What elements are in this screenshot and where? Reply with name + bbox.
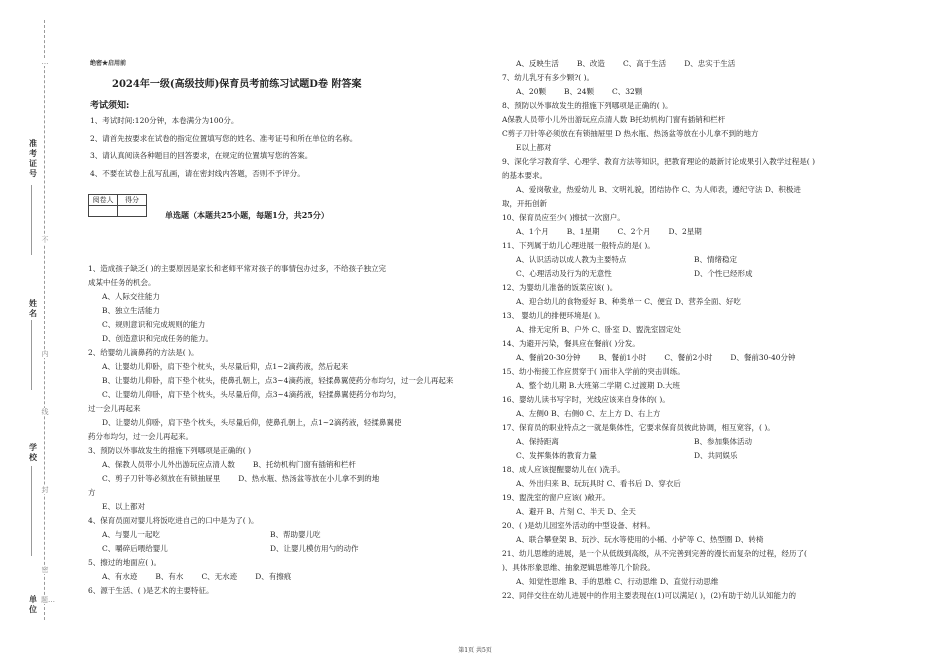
question-16: 16、婴幼儿读书写字时，光线应该来自身体的( )。 — [502, 395, 670, 404]
seal-char-feng: 封 — [41, 486, 49, 494]
option-cont: 取，开拓创新 — [502, 199, 547, 208]
score-blank[interactable] — [118, 206, 147, 217]
school-blank — [31, 466, 32, 556]
option: A、与婴儿一起吃 — [102, 530, 160, 539]
option-row: A、爱岗敬业，热爱幼儿 B、文明礼貌，团结协作 C、为人师表，遵纪守法 D、积极进 — [516, 185, 801, 194]
option: C、餐前2小时 — [664, 353, 713, 362]
option: C、嚼碎后喂给婴儿 — [102, 544, 168, 553]
option: A、餐前20-30分钟 — [516, 353, 581, 362]
question-13: 13、 婴幼儿的排便环境是( )。 — [502, 311, 605, 320]
option: A、认识活动以成人教为主要特点 — [516, 255, 627, 264]
question-1-cont: 成某中任务的机会。 — [88, 278, 156, 287]
option-row: A、联合攀登架 B、玩沙、玩水等使用的小桶、小铲等 C、热型圈 D、转椅 — [516, 535, 764, 544]
seal-char-xian: 线 — [41, 408, 49, 416]
secret-mark: 绝密★启用前 — [90, 60, 127, 67]
school-label: 学校 — [29, 442, 37, 462]
score-cell: 得分 — [118, 195, 147, 206]
question-14: 14、为避开污染，餐具应在餐前( )分发。 — [502, 339, 640, 348]
question-20: 20、( )是幼儿园室外活动的中型设备、材料。 — [502, 521, 655, 530]
section-title: 单选题（本题共25小题，每题1分，共25分） — [165, 210, 329, 220]
question-2: 2、给婴幼儿滴鼻药的方法是( )。 — [88, 348, 199, 357]
option-row — [502, 351, 912, 365]
option: A、有水迹 — [102, 572, 138, 581]
option: B、参加集体活动 — [694, 437, 753, 446]
option: A、人际交往能力 — [102, 292, 160, 301]
seal-line — [44, 20, 45, 620]
option: D、热水瓶、热汤盆等放在小儿拿不到的地 — [238, 474, 380, 483]
unit-label: 单位 — [29, 594, 37, 614]
option: B、1星期 — [566, 227, 600, 236]
option-row: C剪子刀针等必须放在有锁抽屉里 D 热水瓶、热汤盆等放在小儿拿不到的地方 — [502, 129, 759, 138]
option: D、创造意识和完成任务的能力。 — [102, 334, 214, 343]
page-number: 第1页 共5页 — [458, 647, 492, 654]
question-8: 8、预防以外事故发生的措施下列哪项是正确的( )。 — [502, 101, 673, 110]
left-question-column — [88, 262, 486, 598]
option-row — [502, 225, 912, 239]
option-row — [88, 542, 486, 556]
option-cont: 药分布均匀，过一会儿再起来。 — [88, 432, 193, 441]
option: B、情绪稳定 — [694, 255, 738, 264]
notice-heading: 考试须知: — [90, 101, 130, 111]
option-row: A、避开 B、片刻 C、半天 D、全天 — [516, 507, 636, 516]
question-6: 6、源于生活、( )是艺术的主要特征。 — [88, 586, 214, 595]
option: D、个性已经形成 — [694, 269, 753, 278]
option: D、共同娱乐 — [694, 451, 738, 460]
question-9-cont: 的基本要求。 — [502, 171, 547, 180]
question-1: 1、造成孩子缺乏( )的主要原因是家长和老师平常对孩子的事情包办过多，不给孩子独立完 — [88, 264, 387, 273]
option-row: A、整个幼儿期 B.大班第二学期 C.过渡期 D.大班 — [516, 381, 680, 390]
option: E、以上都对 — [102, 502, 145, 511]
option-cont: 方 — [88, 488, 96, 497]
question-21-cont: )、具体形象思维、抽象逻辑思维等几个阶段。 — [502, 563, 655, 572]
option: D、忠实于生活 — [684, 59, 736, 68]
option: E以上都对 — [516, 143, 552, 152]
option: B、托幼机构门窗有插销和栏杆 — [252, 460, 356, 469]
option-row — [502, 85, 912, 99]
exam-header — [90, 60, 490, 186]
seal-mark-bottom: 题… — [41, 596, 55, 604]
notice-item: 3、请认真阅读各种题目的回答要求，在规定的位置填写您的答案。 — [90, 151, 313, 160]
option-row — [502, 435, 912, 449]
question-22: 22、同伴交往在幼儿进展中的作用主要表现在(1)可以满足( )，(2)有助于幼儿认知能力的 — [502, 591, 797, 600]
question-3: 3、预防以外事故发生的措施下列哪项是正确的( ) — [88, 446, 252, 455]
option-row: A、左侧0 B、右侧0 C、左上方 D、右上方 — [516, 409, 661, 418]
question-15: 15、幼小衔接工作应贯穿于( )而非入学前的突击训练。 — [502, 367, 685, 376]
option: C、发挥集体的教育力量 — [516, 451, 597, 460]
exam-title: 2024年一级(高级技师)保育员考前练习试题D卷 附答案 — [112, 79, 362, 90]
question-11: 11、下列属于幼儿心理进展一般特点的是( )。 — [502, 241, 655, 250]
notice-item: 1、考试时间:120分钟，本卷满分为100分。 — [90, 116, 239, 125]
option: A、保持距离 — [516, 437, 559, 446]
notice-item: 4、不要在试卷上乱写乱画，请在密封线内答题，否则不予评分。 — [90, 168, 305, 178]
option: D、让婴幼儿仰卧，肩下垫个枕头，头尽量后仰，使鼻孔朝上，点1~2滴药液，轻揉鼻翼使 — [102, 418, 402, 427]
option: A、反映生活 — [516, 59, 559, 68]
seal-char-bu: 不 — [41, 236, 49, 244]
reviewer-cell: 阅卷人 — [89, 195, 118, 206]
question-18: 18、成人应该提醒婴幼儿在( )洗手。 — [502, 465, 625, 474]
option-row: A、排无定所 B、户外 C、卧室 D、盥洗室固定处 — [516, 325, 681, 334]
option-row — [88, 458, 486, 472]
option: B、让婴幼儿仰卧，肩下垫个枕头，使鼻孔朝上，点3~4滴药液，轻揉鼻翼使药分布均匀，过一会儿再起来 — [102, 376, 454, 385]
seal-char-nei: 内 — [41, 350, 49, 358]
option-row — [88, 472, 486, 486]
score-table — [88, 194, 147, 217]
right-question-column — [502, 57, 912, 603]
option: C、规则意识和完成规则的能力 — [102, 320, 206, 329]
name-label: 姓名 — [29, 298, 37, 318]
option-row — [502, 57, 912, 71]
option-row: A、迎合幼儿的食物爱好 B、种类单一 C、便宜 D、营养全面、好吃 — [516, 297, 741, 306]
question-5: 5、擦过的地面应( )。 — [88, 558, 162, 567]
question-9: 9、深化学习教育学、心理学、教育方法等知识，把教育理论的最新讨论成果引入教学过程是( ) — [502, 157, 816, 166]
option: A、让婴幼儿仰卧，肩下垫个枕头，头尽量后仰，点1~2滴药液，然后起来 — [102, 362, 349, 371]
option: D、2星期 — [668, 227, 702, 236]
option: C、高于生活 — [622, 59, 667, 68]
option: A、20颗 — [516, 87, 546, 96]
option: A、1个月 — [516, 227, 549, 236]
option: B、有水 — [155, 572, 184, 581]
option: A、保教人员带小儿外出游玩应点清人数 — [102, 460, 235, 469]
option: B、24颗 — [563, 87, 595, 96]
option: C、32颗 — [612, 87, 643, 96]
notice-list — [90, 116, 490, 179]
option: B、独立生活能力 — [102, 306, 161, 315]
question-12: 12、为婴幼儿准备的饭菜应该( )。 — [502, 283, 618, 292]
seal-mark-top: … — [41, 58, 49, 66]
option: C、无水迹 — [201, 572, 238, 581]
option-row — [88, 570, 486, 584]
notice-item: 2、请首先按要求在试卷的指定位置填写您的姓名、准考证号和所在单位的名称。 — [90, 133, 358, 143]
option-row — [502, 253, 912, 267]
option-row — [502, 267, 912, 281]
question-4: 4、保育员面对婴儿将饭吃进自己的口中是为了( )。 — [88, 516, 259, 525]
option-row — [88, 528, 486, 542]
option: C、2个月 — [617, 227, 651, 236]
option-row: A、外出归来 B、玩玩具时 C、看书后 D、穿衣后 — [516, 479, 681, 488]
option-row — [502, 449, 912, 463]
option: D、让婴儿模仿用勺的动作 — [270, 544, 359, 553]
option: B、改造 — [576, 59, 605, 68]
option: B、帮助婴儿吃 — [270, 530, 321, 539]
binding-margin — [0, 0, 60, 671]
option: B、餐前1小时 — [598, 353, 647, 362]
option-cont: 过一会儿再起来 — [88, 404, 141, 413]
exam-number-blank — [31, 185, 32, 255]
question-7: 7、幼儿乳牙有多少颗?( )。 — [502, 73, 595, 82]
exam-number-label: 准考证号 — [29, 138, 37, 178]
question-10: 10、保育员应至少( )擦拭一次窗户。 — [502, 213, 625, 222]
option-row: A、知觉性思维 B、手的思维 C、行动思维 D、直觉行动思维 — [516, 577, 719, 586]
option: D、有擦痕 — [255, 572, 292, 581]
question-19: 19、盥洗室的窗户应该( )敞开。 — [502, 493, 610, 502]
seal-char-mi: 密 — [41, 566, 49, 574]
option-row: A保教人员带小儿外出游玩应点清人数 B托幼机构门窗有插销和栏杆 — [502, 115, 726, 124]
option: C、心理活动及行为的无意性 — [516, 269, 612, 278]
option: D、餐前30-40分钟 — [730, 353, 796, 362]
name-blank — [31, 320, 32, 390]
option: C、让婴幼儿仰卧，肩下垫个枕头，头尽量后仰，点3~4滴药液，轻揉鼻翼使药分布均匀， — [102, 390, 402, 399]
reviewer-blank[interactable] — [89, 206, 118, 217]
question-21: 21、幼儿思维的进展，是一个从低级到高级，从不完善到完善的漫长而复杂的过程，经历了( — [502, 549, 807, 558]
option: C、剪子刀针等必须放在有锁抽屉里 — [102, 474, 221, 483]
question-17: 17、保育员的职业特点之一就是集体性，它要求保育员彼此协调，相互宽容，( )。 — [502, 423, 775, 432]
